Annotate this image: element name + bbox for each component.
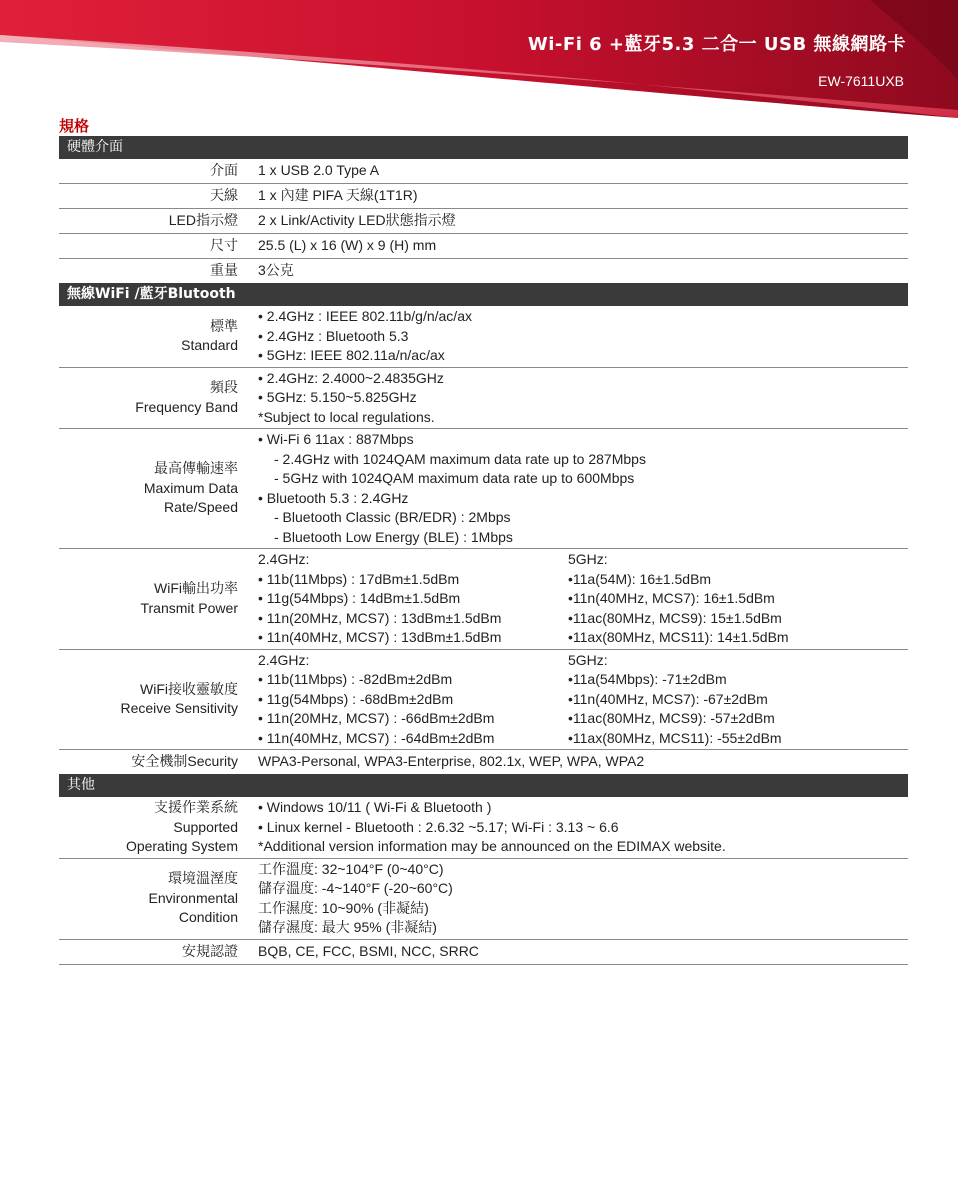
label-en: Operating System [125,838,238,854]
table-row-frequency [59,368,908,430]
label-en: Standard [181,337,238,354]
label-en: Supported [173,818,238,835]
table-row-environment [59,859,908,940]
row-value: 3公克 [258,262,294,279]
column-24ghz [258,651,568,749]
row-value: 2 x Link/Activity LED狀態指示燈 [258,212,456,229]
label-zh: 標準 [210,317,238,334]
row-label [59,368,258,429]
row-value [258,549,908,649]
row-label: 天線 [210,187,238,204]
table-row-certification [59,940,908,965]
row-label: 尺寸 [210,237,238,254]
list-item: • 11n(20MHz, MCS7) : -66dBm±2dBm [258,710,495,726]
table-row [59,209,908,234]
list-item: • Linux kernel - Bluetooth : 2.6.32 ~5.17; Wi-Fi : 3.13 ~ 6.6 [258,818,619,835]
label-en: Transmit Power [140,599,238,616]
banner-background [0,0,958,120]
row-label [59,549,258,649]
band-label: 2.4GHz: [258,551,310,567]
list-item: •11n(40MHz, MCS7): -67±2dBm [568,690,768,707]
table-row-max-rate [59,429,908,549]
row-label [59,650,258,750]
label-zh: WiFi輸出功率 [154,580,238,597]
list-item: •11a(54M): 16±1.5dBm [568,570,712,587]
list-item: 儲存濕度: 最大 95% (非凝結) [258,919,437,935]
list-item: • 2.4GHz: 2.4000~2.4835GHz [258,369,444,386]
table-row [59,159,908,184]
label-en: Receive Sensitivity [120,700,238,717]
row-value: BQB, CE, FCC, BSMI, NCC, SRRC [258,942,479,959]
table-row-security [59,750,908,774]
list-item: •11ac(80MHz, MCS9): 15±1.5dBm [568,609,782,626]
row-label: 安規認證 [182,942,238,959]
list-item: • 2.4GHz : Bluetooth 5.3 [258,327,409,344]
row-label: 介面 [210,162,238,179]
list-item: • 11n(40MHz, MCS7) : 13dBm±1.5dBm [258,629,502,645]
label-en: Maximum Data [143,479,238,496]
label-en: Environmental [148,889,238,906]
column-5ghz [568,550,908,648]
row-value: WPA3-Personal, WPA3-Enterprise, 802.1x, WEP, WPA, WPA2 [258,753,645,770]
row-value [258,429,908,548]
column-5ghz [568,651,908,749]
product-title: Wi-Fi 6 +藍牙5.3 二合一 USB 無線網路卡 [527,34,906,55]
label-en: Frequency Band [135,398,238,415]
row-label [59,859,258,939]
row-label: LED指示燈 [168,212,238,229]
row-value [258,650,908,750]
row-value: 1 x USB 2.0 Type A [258,162,380,179]
band-label: 5GHz: [568,651,608,668]
row-value [258,797,908,858]
list-item: • 11g(54Mbps) : -68dBm±2dBm [258,690,454,707]
list-item: •11ac(80MHz, MCS9): -57±2dBm [568,710,775,726]
label-en: Rate/Speed [164,499,238,516]
list-item: • 11b(11Mbps) : -82dBm±2dBm [258,671,453,687]
row-value [258,306,908,367]
list-item: • Windows 10/11 ( Wi-Fi & Bluetooth ) [258,799,492,815]
list-item: • 5GHz: IEEE 802.11a/n/ac/ax [258,347,445,363]
row-label [59,429,258,548]
label-en: Condition [178,909,238,926]
list-item: •11ax(80MHz, MCS11): -55±2dBm [568,729,782,746]
spec-heading: 規格 [59,117,90,135]
note: *Additional version information may be announced on the EDIMAX website. [258,838,726,854]
list-item: •11n(40MHz, MCS7): 16±1.5dBm [568,590,775,606]
column-24ghz [258,550,568,648]
list-item: 工作溫度: 32~104°F (0~40°C) [258,860,444,877]
list-item: • 11n(20MHz, MCS7) : 13dBm±1.5dBm [258,609,502,626]
table-row-standard [59,306,908,368]
section-wireless-title: 無線WiFi /藍牙Blutooth [59,283,908,306]
table-row-rx-sensitivity [59,650,908,751]
row-value: 25.5 (L) x 16 (W) x 9 (H) mm [258,237,437,254]
model-number: EW-7611UXB [818,73,904,89]
band-label: 2.4GHz: [258,651,310,668]
section-others-title: 其他 [59,774,908,797]
row-value [258,859,908,939]
list-subitem: - Bluetooth Classic (BR/EDR) : 2Mbps [274,509,511,525]
band-label: 5GHz: [568,551,608,567]
list-item: 工作濕度: 10~90% (非凝結) [258,899,429,916]
table-row-tx-power [59,549,908,650]
label-zh: 頻段 [210,379,238,396]
table-row-os [59,797,908,859]
list-item: • 11n(40MHz, MCS7) : -64dBm±2dBm [258,729,495,746]
list-subitem: - 2.4GHz with 1024QAM maximum data rate up to 287Mbps [274,450,646,467]
row-label: 安全機制Security [131,753,238,770]
list-item: • 11b(11Mbps) : 17dBm±1.5dBm [258,570,460,587]
section-hardware-title: 硬體介面 [59,136,908,159]
row-value: 1 x 內建 PIFA 天線(1T1R) [258,187,418,204]
table-row [59,184,908,209]
list-item: • 2.4GHz : IEEE 802.11b/g/n/ac/ax [258,308,472,324]
table-row [59,234,908,259]
list-item: •11a(54Mbps): -71±2dBm [568,671,727,687]
list-subitem: - 5GHz with 1024QAM maximum data rate up to 600Mbps [274,470,635,486]
list-subitem: - Bluetooth Low Energy (BLE) : 1Mbps [274,528,513,545]
list-item: 儲存溫度: -4~140°F (-20~60°C) [258,880,453,896]
row-value [258,368,908,429]
list-item: • Wi-Fi 6 11ax : 887Mbps [258,431,414,447]
label-zh: 支援作業系統 [154,799,238,815]
label-zh: 最高傳輸速率 [154,460,238,477]
label-zh: WiFi接收靈敏度 [140,680,238,697]
header-banner [0,0,958,120]
list-item: • 11g(54Mbps) : 14dBm±1.5dBm [258,590,461,606]
row-label: 重量 [210,262,238,279]
list-item: • Bluetooth 5.3 : 2.4GHz [258,489,409,506]
list-item: •11ax(80MHz, MCS11): 14±1.5dBm [568,629,789,645]
note: *Subject to local regulations. [258,408,435,425]
row-label [59,306,258,367]
table-row [59,259,908,283]
row-label [59,797,258,858]
spec-content [59,116,908,965]
list-item: • 5GHz: 5.150~5.825GHz [258,389,417,405]
label-zh: 環境溫溼度 [168,870,238,887]
